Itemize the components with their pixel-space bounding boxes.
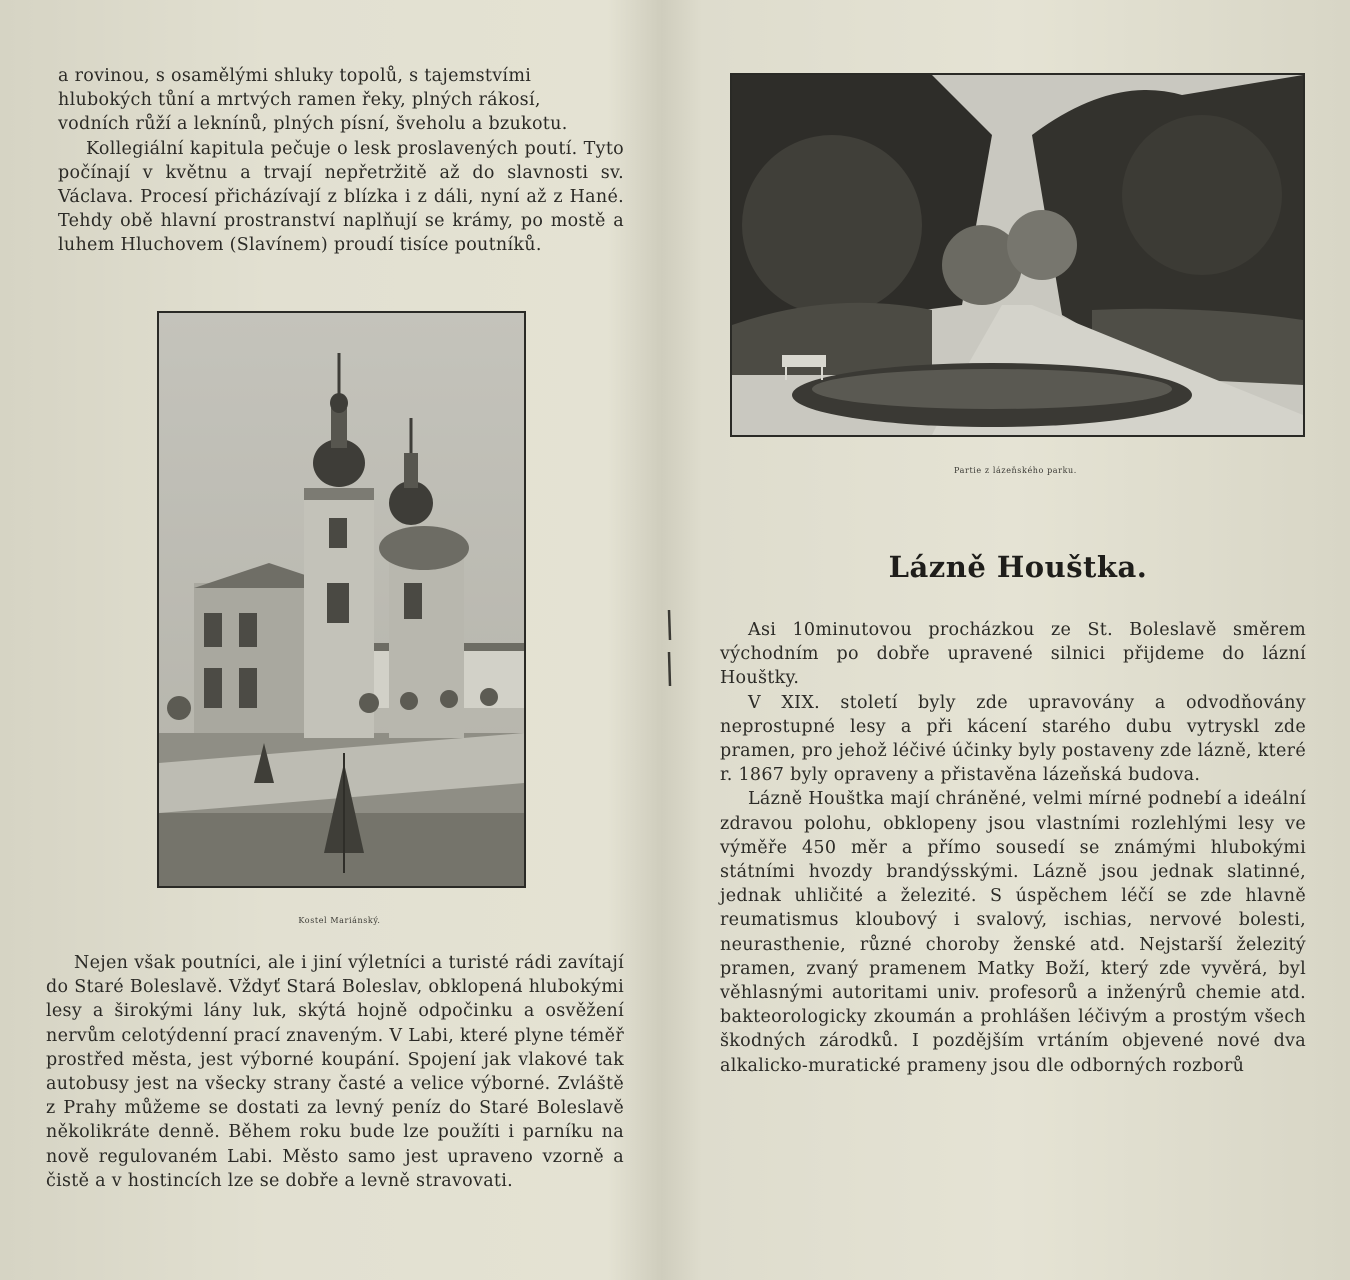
left-bottom-text [46,951,624,1193]
paragraph-history: V XIX. století byly zde upravovány a odvodňovány neprostupné lesy a při kácení starého dubu vytryskl zde pramen, pro jehož léčivé účinky byly postaveny zde lázně, které r. 1867 byly opraveny a přistavěna lázeňská budova. [720,692,1306,786]
church-photo [157,311,526,888]
text-line: hlubokých tůní a mrtvých ramen řeky, plných rákosí, [58,90,541,111]
paragraph-climate: Lázně Houštka mají chráněné, velmi mírné podnebí a ideální zdravou polohu, obklopeny jsou vlastními rozlehlými lesy ve výměře 450 měr a přímo sousedí se známými hlubokými státními hvozdy brandýsskými. Lázně jsou jednak slatinné, jednak uhličité a železité. S úspěchem léčí se zde hlavně reumatismus kloubový i svalový, ischias, nervové bolesti, neurasthenie, různé choroby ženské atd. Nejstarší železitý pramen, zvaný pramenem Matky Boží, který zde vyvěrá, byl věhlasnými autoritami univ. profesorů a inženýrů chemie atd. bakteorologicky zkoumán a prohlášen léčivým a prostým všech škodných zárodků. I pozdějším vrtáním objevené nové dva alkalicko-muratické prameny jsou dle odborných rozborů [720,789,1306,1076]
park-illustration [732,75,1303,435]
right-page [680,0,1350,1280]
paragraph-access: Asi 10minutovou procházkou ze St. Boleslavě směrem východním po dobře upravené silnici přijdeme do lázní Houštky. [720,620,1306,689]
park-photo-caption: Partie z lázeňského parku. [954,466,1077,475]
church-photo-caption: Kostel Mariánský. [298,916,381,925]
binding-thread [664,600,676,690]
paragraph-visitors: Nejen však poutníci, ale i jiní výletníci a turisté rádi zavítají do Staré Boleslavě. Vždyť Stará Boleslav, obklopená hlubokými lesy a širokými lány luk, skýtá hojně odpočinku a osvěžení nervům celotýdenní prací znaveným. V Labi, které plyne téměř prostřed města, jest výborné koupání. Spojení jak vlakové tak autobusy jest na všecky strany časté a velice výborné. Zvláště z Prahy můžeme se dostati za levný peníz do Staré Boleslavě několikráte denně. Během roku bude lze použíti i parníku na nově regulovaném Labi. Město samo jest upraveno vzorně a čistě a v hostincích lze se dobře a levně stravovati. [46,953,624,1191]
text-line: a rovinou, s osamělými shluky topolů, s tajemstvími [58,66,532,86]
church-illustration [159,313,524,886]
section-heading: Lázně Houštka. [888,550,1148,584]
right-text [720,618,1306,1078]
left-top-text [58,64,624,258]
text-line: vodních růží a leknínů, plných písní, šveholu a bzukotu. [58,114,568,135]
paragraph-pilgrimages: Kollegiální kapitula pečuje o lesk proslavených poutí. Tyto počínají v květnu a trvají nepřetržitě až do slavnosti sv. Václava. Procesí přicházívají z blízka i z dáli, nyní až z Hané. Tehdy obě hlavní prostranství naplňují se krámy, po mostě a luhem Hluchovem (Slavínem) proudí tisíce poutníků. [58,138,624,256]
park-photo [730,73,1305,437]
